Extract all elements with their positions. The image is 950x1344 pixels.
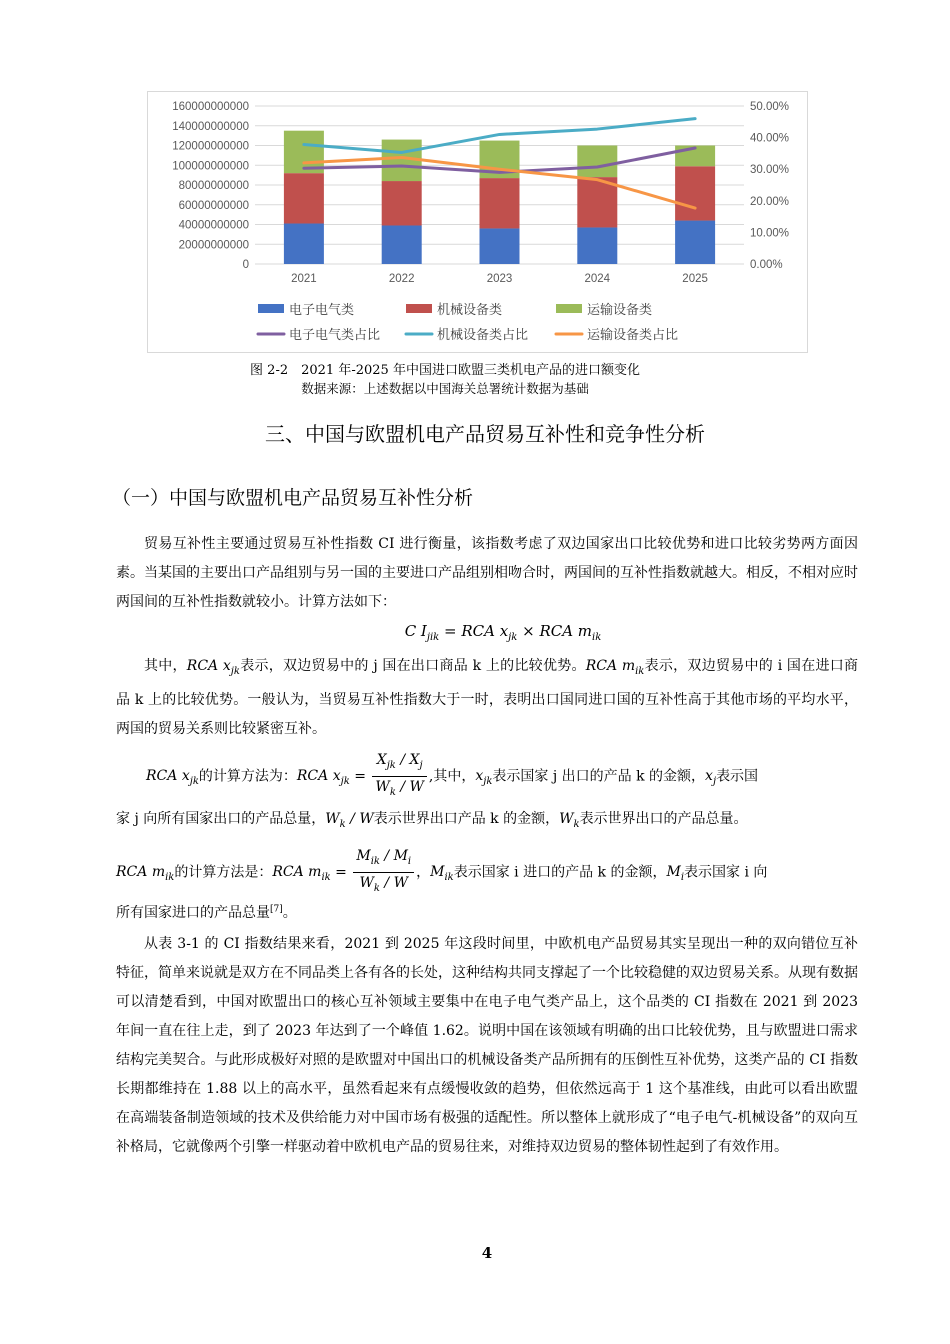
bar-电子电气类 <box>480 228 520 264</box>
legend-label: 机械设备类占比 <box>437 328 529 343</box>
rca-m-symbol: RCA $m_{ik}$ <box>585 658 645 677</box>
rca-x-fraction: $\frac{X_{jk} / X_j}{W_k / W}$ <box>372 750 426 803</box>
figure-caption: 图 2-2 2021 年-2025 年中国进口欧盟三类机电产品的进口额变化 <box>250 363 640 378</box>
figure-source: 数据来源：上述数据以中国海关总署统计数据为基础 <box>301 381 589 396</box>
x-tick-label: 2023 <box>486 273 513 285</box>
left-tick-label: 0 <box>242 259 249 271</box>
bar-电子电气类 <box>382 225 422 264</box>
x-tick-label: 2021 <box>291 273 317 285</box>
paragraph-4-line-2: 所有国家进口的产品总量[7]。 <box>116 904 297 921</box>
paragraph-1: 贸易互补性主要通过贸易互补性指数 CI 进行衡量，该指数考虑了双边国家出口比较优势和进口比较劣势两方面因素。当某国的主要出口产品组别与另一国的主要进口产品组别相吻合时，两国间的互补性指数就越大。相反，不相对应时两国间的互补性指数就较小。计算方法如下： <box>116 536 858 610</box>
bar-机械设备类 <box>480 178 520 228</box>
citation-ref: [7] <box>270 904 283 915</box>
chart-svg <box>148 92 807 352</box>
right-tick-label: 0.00% <box>750 259 783 271</box>
paragraph-4-line-1: RCA $m_{ik}$的计算方法是：RCA $m_{ik}$ = $\frac{M_{ik} / M_i}{W_k / W}$ ，$M_{ik}$表示国家 i 进口的产品 k 的金额，$M_i$表示国家 i 向 <box>116 846 858 899</box>
paragraph-3-line-2: 家 j 向所有国家出口的产品总量，$W_k$ / W表示世界出口产品 k 的金额，$W_k$表示世界出口的产品总量。 <box>116 811 748 830</box>
x-tick-label: 2025 <box>682 273 708 285</box>
paragraph-3-line-1: RCA $x_{jk}$的计算方法为：RCA $x_{jk}$ = $\frac{X_{jk} / X_j}{W_k / W}$ ,其中，$x_{jk}$表示国家 j 出口的产品 k 的金额，$x_j$表示国 <box>116 750 858 803</box>
left-tick-label: 80000000000 <box>178 180 249 192</box>
left-tick-label: 140000000000 <box>172 120 249 133</box>
bar-运输设备类 <box>577 146 617 178</box>
bar-电子电气类 <box>577 227 617 264</box>
p2-text-1: 其中， <box>144 658 187 674</box>
left-tick-label: 40000000000 <box>178 219 249 232</box>
legend-label: 运输设备类 <box>587 303 653 318</box>
rca-x-symbol: RCA $x_{jk}$ <box>186 658 240 677</box>
paragraph-5: 从表 3-1 的 CI 指数结果来看，2021 到 2025 年这段时间里，中欧机电产品贸易其实呈现出一种的双向错位互补特征，简单来说就是双方在不同品类上各有各的长处，这种结构共同支撑起了一个比较稳健的双边贸易关系。从现有数据可以清楚看到，中国对欧盟出口的核心互补领域主要集中在电子电气类产品上，这个品类的 CI 指数在 2021 到 2023 年间一直在往上走，到了 2023 年达到了一个峰值 1.62。说明中国在该领域有明确的出口比较优势，且与欧盟进口需求结构完美契合。与此形成极好对照的是欧盟对中国出口的机械设备类产品所拥有的压倒性互补优势，这类产品的 CI 指数长期都维持在 1.88 以上的高水平，虽然看起来有点缓慢收敛的趋势，但依然远高于 1 这个基准线，由此可以看出欧盟在高端装备制造领域的技术及供给能力对中国市场有极强的适配性。所以整体上就形成了“电子电气-机械设备”的双向互补格局，它就像两个引擎一样驱动着中欧机电产品的贸易往来，对维持双边贸易的整体韧性起到了有效作用。 <box>116 936 858 1155</box>
ci-formula: C $I_{jik}$ = RCA $x_{jk}$ × RCA $m_{ik}$ <box>404 622 602 643</box>
import-chart <box>147 91 808 353</box>
subsection-title: （一）中国与欧盟机电产品贸易互补性分析 <box>112 487 474 509</box>
legend-label: 电子电气类 <box>289 303 355 318</box>
legend-label: 运输设备类占比 <box>587 328 679 343</box>
p2-text-3: 表示，双边贸易中的 i 国在进口商品 k 上的比较优势。一般认为，当贸易互补性指数大于一时，表明出口国同进口国的互补性高于其他市场的平均水平，两国的贸易关系则比较紧密互补。 <box>116 658 858 737</box>
left-tick-label: 20000000000 <box>178 239 249 252</box>
left-tick-label: 100000000000 <box>172 160 249 173</box>
legend-swatch <box>556 304 582 313</box>
bar-电子电气类 <box>675 221 715 264</box>
left-tick-label: 60000000000 <box>178 199 249 212</box>
bar-机械设备类 <box>675 166 715 220</box>
left-tick-label: 160000000000 <box>172 101 249 113</box>
section-title: 三、中国与欧盟机电产品贸易互补性和竞争性分析 <box>265 422 705 446</box>
x-tick-label: 2022 <box>388 273 415 285</box>
right-tick-label: 20.00% <box>750 195 790 208</box>
x-tick-label: 2024 <box>584 273 611 285</box>
legend-label: 电子电气类占比 <box>289 328 381 343</box>
rca-m-fraction: $\frac{M_{ik} / M_i}{W_k / W}$ <box>353 846 414 899</box>
bar-电子电气类 <box>284 224 324 264</box>
right-tick-label: 50.00% <box>750 101 790 113</box>
page-number: 4 <box>481 1244 493 1262</box>
p2-text-2: 表示，双边贸易中的 j 国在出口商品 k 上的比较优势。 <box>239 658 586 674</box>
paragraph-2 <box>116 652 858 744</box>
legend-swatch <box>406 304 432 313</box>
left-tick-label: 120000000000 <box>172 140 249 153</box>
bar-机械设备类 <box>382 181 422 225</box>
right-tick-label: 40.00% <box>750 132 790 145</box>
right-tick-label: 30.00% <box>750 164 790 177</box>
right-tick-label: 10.00% <box>750 227 790 240</box>
legend-label: 机械设备类 <box>437 303 503 318</box>
legend-swatch <box>258 304 284 313</box>
bar-机械设备类 <box>284 173 324 223</box>
